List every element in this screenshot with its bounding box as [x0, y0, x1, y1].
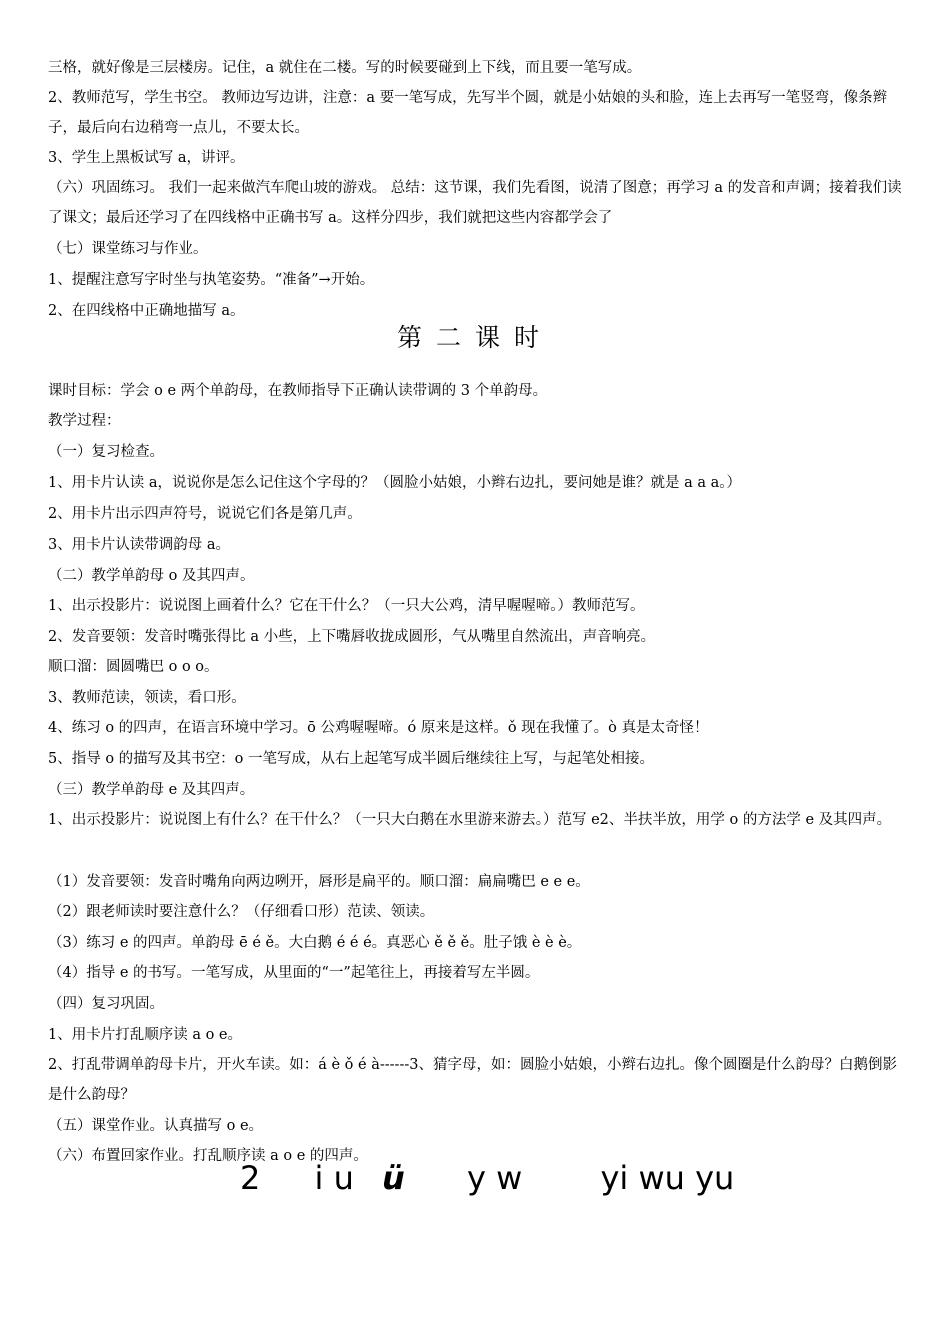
- paragraph: 2、发音要领：发音时嘴张得比 a 小些，上下嘴唇收拢成圆形，气从嘴里自然流出，声音响亮。: [48, 629, 656, 645]
- paragraph: （六）巩固练习。 我们一起来做汽车爬山坡的游戏。 总结：这节课，我们先看图，说清了图意；再学习 a 的发音和声调；接着我们读了课文；最后还学习了在四线格中正确书写 a。这样分四步，我们就把这些内容都学会了: [48, 180, 902, 226]
- paragraph: （二）教学单韵母 o 及其四声。: [48, 568, 255, 584]
- paragraph: 3、教师范读，领读，看口形。: [48, 690, 246, 706]
- paragraph: 教学过程：: [48, 413, 121, 429]
- paragraph: 3、用卡片认读带调韵母 a。: [48, 537, 230, 553]
- paragraph: （4）指导 e 的书写。一笔写成，从里面的“一”起笔往上，再接着写左半圆。: [48, 965, 540, 981]
- paragraph: （2）跟老师读时要注意什么？（仔细看口形）范读、领读。: [48, 904, 435, 920]
- paragraph: 3、学生上黑板试写 a，讲评。: [48, 150, 245, 166]
- lesson-heading: [240, 1158, 734, 1198]
- paragraph: 三格，就好像是三层楼房。记住，a 就住在二楼。写的时候要碰到上下线，而且要一笔写成。: [48, 60, 642, 76]
- paragraph: （一）复习检查。: [48, 444, 164, 460]
- paragraph: （四）复习巩固。: [48, 996, 164, 1012]
- paragraph: （3）练习 e 的四声。单韵母 ē é ě。大白鹅 é é é。真恶心 ě ě ě。肚子饿 è è è。: [48, 935, 582, 951]
- paragraph: 4、练习 o 的四声，在语言环境中学习。ō 公鸡喔喔啼。ó 原来是这样。ǒ 现在我懂了。ò 真是太奇怪！: [48, 720, 709, 736]
- letter-u-umlaut: ü: [382, 1159, 405, 1197]
- section-title: 第二课时: [396, 323, 553, 352]
- paragraph: 课时目标：学会 o e 两个单韵母，在教师指导下正确认读带调的 3 个单韵母。: [48, 383, 548, 399]
- paragraph: 2、用卡片出示四声符号，说说它们各是第几声。: [48, 506, 362, 522]
- lesson-number: 2: [240, 1159, 261, 1197]
- syllables-yi-wu-yu: yi wu yu: [600, 1159, 735, 1197]
- paragraph: （1）发音要领：发音时嘴角向两边咧开，唇形是扁平的。顺口溜：扁扁嘴巴 e e e。: [48, 874, 590, 890]
- paragraph: （六）布置回家作业。打乱顺序读 a o e 的四声。: [48, 1148, 368, 1164]
- paragraph: 1、用卡片打乱顺序读 a o e。: [48, 1027, 243, 1043]
- letters-i-u: i u: [314, 1159, 354, 1197]
- paragraph: 5、指导 o 的描写及其书空：o 一笔写成，从右上起笔写成半圆后继续往上写，与起笔处相接。: [48, 751, 655, 767]
- paragraph: 顺口溜：圆圆嘴巴 o o o。: [48, 659, 219, 675]
- paragraph: 1、出示投影片：说说图上有什么？在干什么？（一只大白鹅在水里游来游去。）范写 e2、半扶半放，用学 o 的方法学 e 及其四声。: [48, 812, 892, 828]
- paragraph: 2、教师范写，学生书空。 教师边写边讲，注意：a 要一笔写成，先写半个圆，就是小姑娘的头和脸，连上去再写一笔竖弯，像条辫子，最后向右边稍弯一点儿，不要太长。: [48, 90, 888, 136]
- paragraph: 2、打乱带调单韵母卡片，开火车读。如：á è ǒ é à------3、猜字母，如：圆脸小姑娘，小辫右边扎。像个圆圈是什么韵母？白鹅倒影是什么韵母？: [48, 1057, 897, 1103]
- paragraph: （三）教学单韵母 e 及其四声。: [48, 782, 255, 798]
- paragraph: 2、在四线格中正确地描写 a。: [48, 303, 245, 319]
- paragraph: 1、出示投影片：说说图上画着什么？它在干什么？（一只大公鸡，清早喔喔啼。）教师范写。: [48, 598, 645, 614]
- paragraph: （七）课堂练习与作业。: [48, 241, 208, 257]
- paragraph: （五）课堂作业。认真描写 o e。: [48, 1118, 264, 1134]
- paragraph: 1、用卡片认读 a，说说你是怎么记住这个字母的？（圆脸小姑娘，小辫右边扎，要问她是谁？就是 a a a。）: [48, 475, 741, 491]
- letters-y-w: y w: [467, 1159, 523, 1197]
- paragraph: 1、提醒注意写字时坐与执笔姿势。“准备”→开始。: [48, 272, 375, 288]
